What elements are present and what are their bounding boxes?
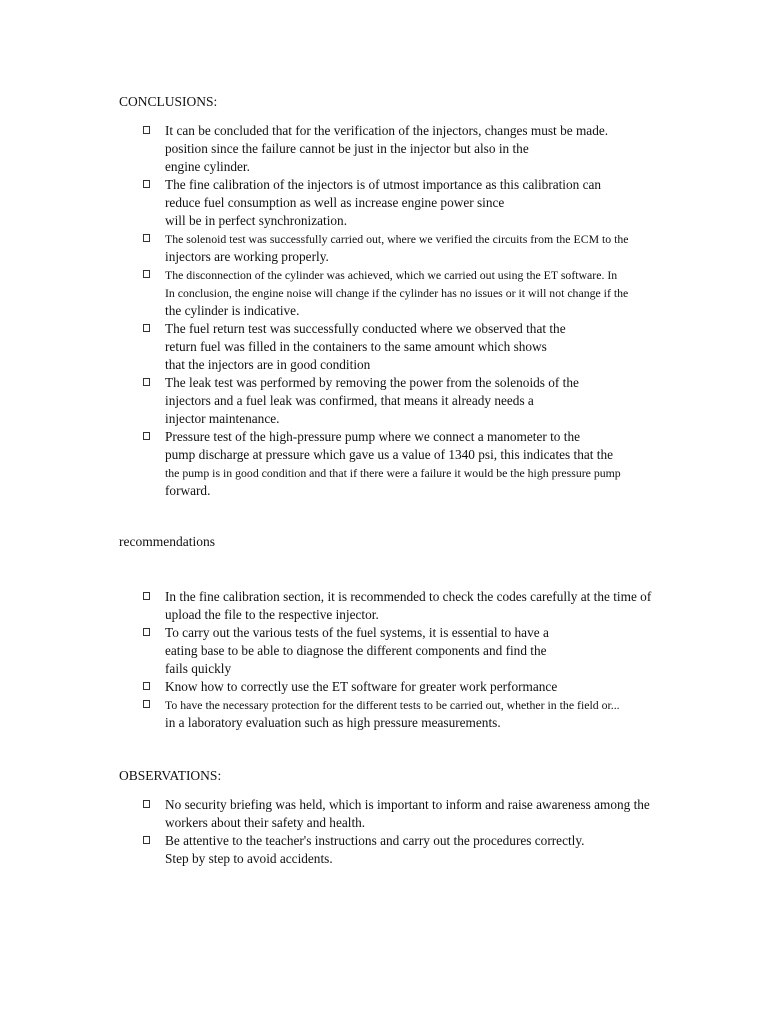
bullet-box-icon [143,432,150,440]
list-item-text [165,320,725,374]
text-line: No security briefing was held, which is important to inform and raise awareness among the [165,797,650,812]
text-line: In conclusion, the engine noise will change if the cylinder has no issues or it will not change if the [165,286,629,300]
list-item [0,230,768,266]
list-item [0,678,768,696]
bullet-box-icon [143,270,150,278]
list-item [0,696,768,732]
list-item-text [165,428,725,500]
bullet-box-icon [143,628,150,636]
bullet-box-icon [143,682,150,690]
list-item-text [165,832,725,868]
text-line: The solenoid test was successfully carried out, where we verified the circuits from the ECM to the [165,232,629,246]
bullet-box-icon [143,592,150,600]
list-item [0,428,768,500]
list-item-text [165,122,725,176]
conclusions-heading: CONCLUSIONS: [119,94,218,109]
bullet-box-icon [143,700,150,708]
list-item-text [165,624,725,678]
text-line: Know how to correctly use the ET software for greater work performance [165,679,558,694]
text-line: engine cylinder. [165,159,250,174]
bullet-box-icon [143,836,150,844]
text-line: The fuel return test was successfully conducted where we observed that the [165,321,566,336]
bullet-box-icon [143,180,150,188]
text-line: in a laboratory evaluation such as high pressure measurements. [165,715,501,730]
conclusions-list [0,122,768,500]
text-line: Step by step to avoid accidents. [165,851,333,866]
observations-list [0,796,768,868]
list-item-text [165,588,725,624]
text-line: workers about their safety and health. [165,815,366,830]
list-item [0,588,768,624]
text-line: injector maintenance. [165,411,280,426]
text-line: reduce fuel consumption as well as increase engine power since [165,195,505,210]
list-item [0,266,768,320]
text-line: pump discharge at pressure which gave us a value of 1340 psi, this indicates that the [165,447,614,462]
bullet-box-icon [143,324,150,332]
list-item-text [165,696,725,732]
list-item [0,176,768,230]
bullet-box-icon [143,126,150,134]
list-item [0,374,768,428]
list-item-text [165,796,725,832]
text-line: that the injectors are in good condition [165,357,371,372]
recommendations-heading: recommendations [119,534,215,549]
text-line: To carry out the various tests of the fuel systems, it is essential to have a [165,625,549,640]
text-line: In the fine calibration section, it is recommended to check the codes carefully at the time of [165,589,652,604]
text-line: fails quickly [165,661,232,676]
text-line: To have the necessary protection for the different tests to be carried out, whether in the field or... [165,698,620,712]
list-item-text [165,176,725,230]
list-item-text [165,678,725,696]
text-line: will be in perfect synchronization. [165,213,348,228]
text-line: It can be concluded that for the verification of the injectors, changes must be made. [165,123,609,138]
bullet-box-icon [143,378,150,386]
text-line: Be attentive to the teacher's instructions and carry out the procedures correctly. [165,833,585,848]
list-item-text [165,266,725,320]
list-item-text [165,374,725,428]
list-item [0,320,768,374]
text-line: Pressure test of the high-pressure pump where we connect a manometer to the [165,429,581,444]
text-line: the cylinder is indicative. [165,303,300,318]
recommendations-list [0,588,768,732]
text-line: the pump is in good condition and that if there were a failure it would be the high pressure pump [165,466,621,480]
observations-heading: OBSERVATIONS: [119,768,222,783]
text-line: forward. [165,483,211,498]
text-line: The leak test was performed by removing the power from the solenoids of the [165,375,579,390]
text-line: injectors and a fuel leak was confirmed, that means it already needs a [165,393,534,408]
text-line: upload the file to the respective injector. [165,607,379,622]
text-line: The fine calibration of the injectors is of utmost importance as this calibration can [165,177,602,192]
text-line: return fuel was filled in the containers to the same amount which shows [165,339,547,354]
list-item [0,624,768,678]
text-line: The disconnection of the cylinder was achieved, which we carried out using the ET software. In [165,268,618,282]
bullet-box-icon [143,800,150,808]
text-line: injectors are working properly. [165,249,329,264]
list-item [0,122,768,176]
text-line: position since the failure cannot be just in the injector but also in the [165,141,529,156]
list-item [0,796,768,832]
list-item-text [165,230,725,266]
list-item [0,832,768,868]
text-line: eating base to be able to diagnose the different components and find the [165,643,547,658]
bullet-box-icon [143,234,150,242]
